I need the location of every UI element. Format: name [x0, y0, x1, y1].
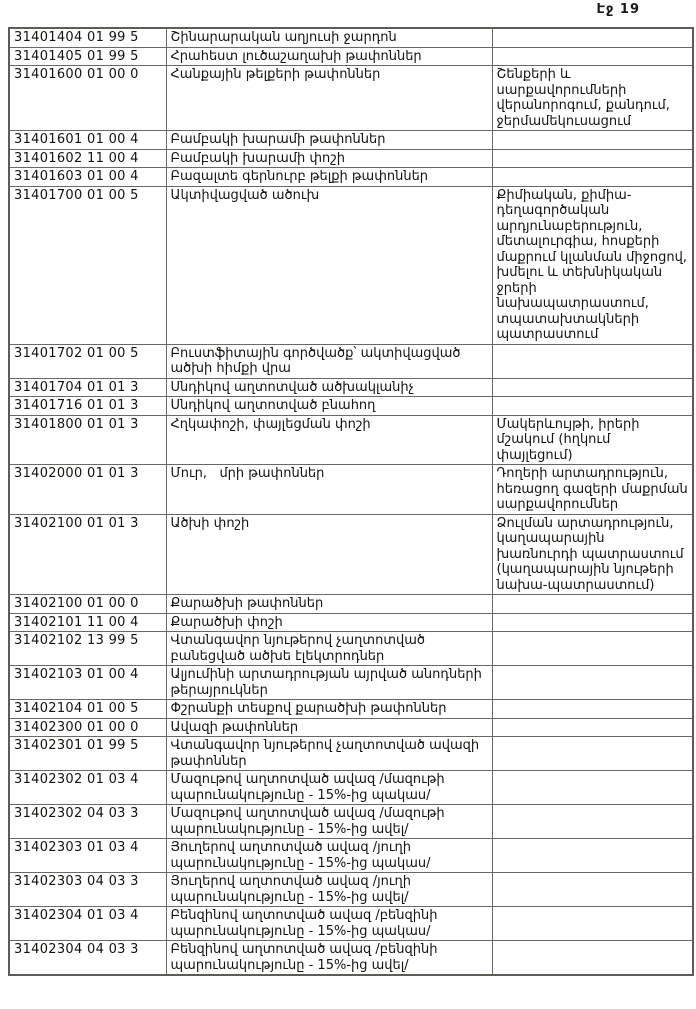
waste-source-cell	[492, 131, 693, 150]
table-row	[9, 666, 693, 700]
waste-description-cell: Սնդիկով աղտոտված ածխակլանիչ	[166, 378, 492, 397]
waste-description-cell: Մազութով աղտոտված ավազ /մազութի պարունակությունը - 15%-ից ավել/	[166, 805, 492, 839]
waste-code-cell: 31402100 01 00 0	[9, 595, 166, 614]
table-row	[9, 632, 693, 666]
waste-source-cell	[492, 907, 693, 941]
waste-description-cell: Յուղերով աղտոտված ավազ /յուղի պարունակությունը - 15%-ից պակաս/	[166, 839, 492, 873]
table-row	[9, 941, 693, 976]
waste-code-cell: 31401700 01 00 5	[9, 186, 166, 344]
waste-code-cell: 31402303 01 03 4	[9, 839, 166, 873]
waste-description-cell: Հղկափոշի, փայլեցման փոշի	[166, 415, 492, 465]
waste-description-cell: Քարածխի թափոններ	[166, 595, 492, 614]
waste-description-cell: Բուստֆիտային գործվածք՝ ակտիվացված ածխի հիմքի վրա	[166, 344, 492, 378]
waste-source-cell	[492, 47, 693, 66]
waste-code-cell: 31402302 04 03 3	[9, 805, 166, 839]
waste-source-cell	[492, 666, 693, 700]
waste-source-cell	[492, 168, 693, 187]
waste-code-cell: 31402304 01 03 4	[9, 907, 166, 941]
waste-code-cell: 31402104 01 00 5	[9, 700, 166, 719]
waste-code-cell: 31401800 01 01 3	[9, 415, 166, 465]
waste-code-cell: 31401405 01 99 5	[9, 47, 166, 66]
waste-code-cell: 31402102 13 99 5	[9, 632, 166, 666]
waste-code-cell: 31401716 01 01 3	[9, 397, 166, 416]
table-row	[9, 873, 693, 907]
waste-source-cell	[492, 613, 693, 632]
waste-description-cell: Սնդիկով աղտոտված բնահող	[166, 397, 492, 416]
table-row	[9, 186, 693, 344]
waste-code-cell: 31401704 01 01 3	[9, 378, 166, 397]
waste-code-cell: 31401602 11 00 4	[9, 149, 166, 168]
waste-description-cell: Ավազի թափոններ	[166, 718, 492, 737]
table-row	[9, 415, 693, 465]
waste-description-cell: Մուր, մրի թափոններ	[166, 465, 492, 515]
waste-source-cell	[492, 771, 693, 805]
waste-description-cell: Վտանգավոր նյութերով չաղտոտված բանեցված ածխե էլեկտրոդներ	[166, 632, 492, 666]
page-number: Էջ 19	[596, 2, 640, 17]
table-row	[9, 907, 693, 941]
table-row	[9, 168, 693, 187]
table-row	[9, 47, 693, 66]
waste-description-cell: Բենզինով աղտոտված ավազ /բենզինի պարունակությունը - 15%-ից ավել/	[166, 941, 492, 976]
table-row	[9, 718, 693, 737]
waste-source-cell	[492, 595, 693, 614]
waste-code-cell: 31402301 01 99 5	[9, 737, 166, 771]
table-body	[9, 28, 693, 975]
waste-description-cell: Հանքային թելքերի թափոններ	[166, 66, 492, 131]
waste-description-cell: Հրահեստ լուծաշաղախի թափոններ	[166, 47, 492, 66]
waste-description-cell: Բամբակի խարամի փոշի	[166, 149, 492, 168]
waste-source-cell	[492, 737, 693, 771]
waste-source-cell: Մակերևույթի, իրերի մշակում (հղկում փայլեցում)	[492, 415, 693, 465]
waste-source-cell	[492, 941, 693, 976]
waste-description-cell: Ալյումինի արտադրության այրված անոդների թերայրուկներ	[166, 666, 492, 700]
waste-code-cell: 31402300 01 00 0	[9, 718, 166, 737]
waste-description-cell: Ակտիվացված ածուխ	[166, 186, 492, 344]
table-row	[9, 28, 693, 47]
waste-description-cell: Շինարարական աղյուսի ջարդոն	[166, 28, 492, 47]
waste-description-cell: Փշրանքի տեսքով քարածխի թափոններ	[166, 700, 492, 719]
waste-classification-table	[8, 27, 694, 976]
waste-source-cell	[492, 632, 693, 666]
waste-description-cell: Մազութով աղտոտված ավազ /մազութի պարունակությունը - 15%-ից պակաս/	[166, 771, 492, 805]
waste-source-cell: Շենքերի և սարքավորումների վերանորոգում, քանդում, ջերմամեկուսացում	[492, 66, 693, 131]
waste-code-cell: 31402000 01 01 3	[9, 465, 166, 515]
table-row	[9, 514, 693, 595]
waste-source-cell: Ձուլման արտադրություն, կաղապարային խառնուրդի պատրաստում (կաղապարային նյութերի նախա-պատրաստում)	[492, 514, 693, 595]
waste-code-cell: 31402303 04 03 3	[9, 873, 166, 907]
table-row	[9, 465, 693, 515]
table-row	[9, 66, 693, 131]
waste-source-cell	[492, 839, 693, 873]
table-row	[9, 397, 693, 416]
waste-source-cell	[492, 397, 693, 416]
waste-description-cell: Բենզինով աղտոտված ավազ /բենզինի պարունակությունը - 15%-ից պակաս/	[166, 907, 492, 941]
waste-code-cell: 31401603 01 00 4	[9, 168, 166, 187]
waste-code-cell: 31402302 01 03 4	[9, 771, 166, 805]
waste-source-cell	[492, 873, 693, 907]
waste-code-cell: 31401404 01 99 5	[9, 28, 166, 47]
table-row	[9, 149, 693, 168]
waste-description-cell: Բամբակի խարամի թափոններ	[166, 131, 492, 150]
table-row	[9, 737, 693, 771]
waste-code-cell: 31402304 04 03 3	[9, 941, 166, 976]
waste-source-cell	[492, 805, 693, 839]
waste-description-cell: Ածխի փոշի	[166, 514, 492, 595]
waste-code-cell: 31401601 01 00 4	[9, 131, 166, 150]
table-row	[9, 595, 693, 614]
waste-source-cell: Դողերի արտադրություն, հեռացող գազերի մաքրման սարքավորումներ	[492, 465, 693, 515]
waste-code-cell: 31402103 01 00 4	[9, 666, 166, 700]
waste-source-cell	[492, 149, 693, 168]
table-row	[9, 700, 693, 719]
waste-source-cell	[492, 28, 693, 47]
table-row	[9, 378, 693, 397]
waste-description-cell: Քարածխի փոշի	[166, 613, 492, 632]
table-row	[9, 613, 693, 632]
waste-code-cell: 31401600 01 00 0	[9, 66, 166, 131]
waste-code-cell: 31402100 01 01 3	[9, 514, 166, 595]
waste-description-cell: Վտանգավոր նյութերով չաղտոտված ավազի թափոններ	[166, 737, 492, 771]
waste-description-cell: Բազալտե գերնուրբ թելքի թափոններ	[166, 168, 492, 187]
waste-source-cell	[492, 700, 693, 719]
waste-source-cell: Քիմիական, քիմիա-դեղագործական արդյունաբերություն, մետալուրգիա, հոսքերի մաքրում կլանման միջոցով, խմելու և տեխնիկական ջրերի նախապատրաստում, տպատախտակների պատրաստում	[492, 186, 693, 344]
table-row	[9, 771, 693, 805]
waste-source-cell	[492, 378, 693, 397]
waste-source-cell	[492, 718, 693, 737]
table-row	[9, 131, 693, 150]
waste-code-cell: 31401702 01 00 5	[9, 344, 166, 378]
table-row	[9, 344, 693, 378]
waste-code-cell: 31402101 11 00 4	[9, 613, 166, 632]
waste-description-cell: Յուղերով աղտոտված ավազ /յուղի պարունակությունը - 15%-ից ավել/	[166, 873, 492, 907]
table-row	[9, 805, 693, 839]
table-row	[9, 839, 693, 873]
waste-source-cell	[492, 344, 693, 378]
